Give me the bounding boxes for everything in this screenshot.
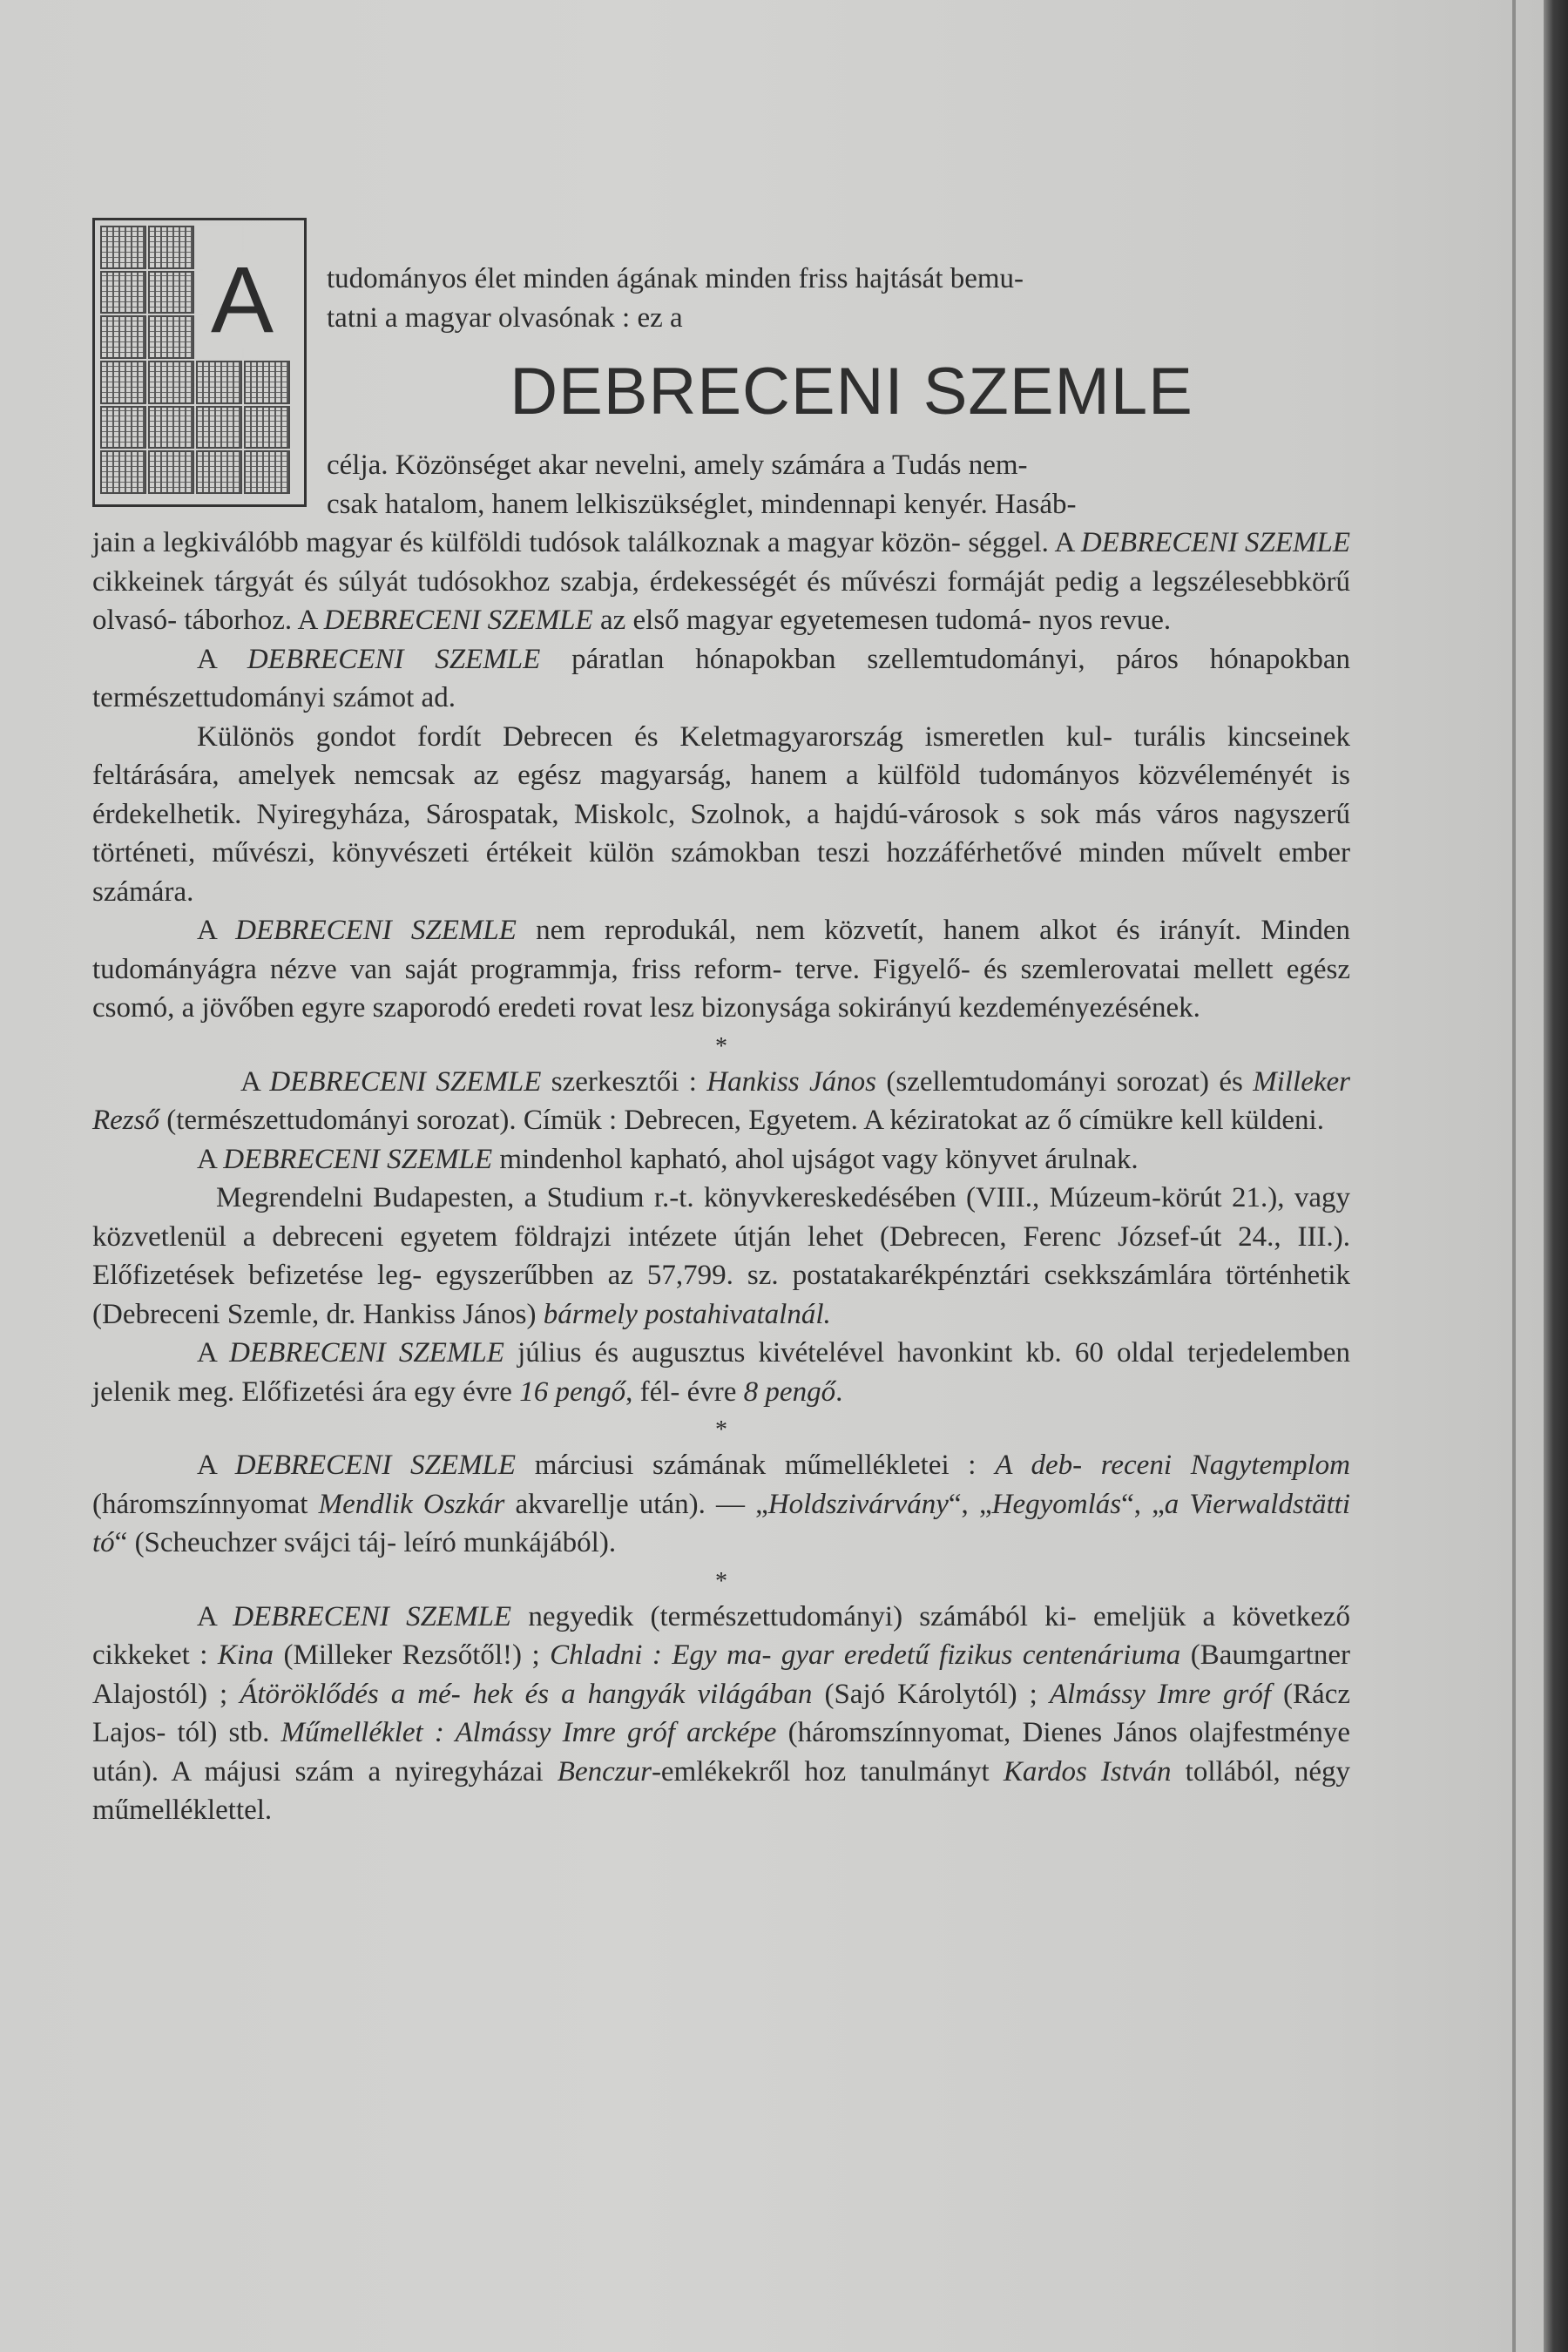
text: július és augusztus kivételével havonkint kb. 60 oldal terjedelemben jelenik meg. Előfizetési ára egy évre xyxy=(92,1337,1350,1408)
text: A xyxy=(197,643,247,675)
paragraph-10 xyxy=(92,1598,1350,1830)
text: (háromszínnyomat, Dienes János olajfestménye után). A májusi szám a nyiregyházai xyxy=(92,1717,1350,1788)
price: 8 pengő xyxy=(743,1375,836,1408)
artist-name: Mendlik Oszkár xyxy=(318,1488,505,1520)
text: . xyxy=(835,1375,843,1408)
journal-title: DEBRECENI SZEMLE xyxy=(323,605,593,636)
text: szerkesztői : xyxy=(541,1065,707,1098)
text: akvarellje után). — „ xyxy=(504,1488,768,1520)
intro-line-1: tudományos élet minden ágának minden friss hajtását bemu- xyxy=(327,263,1024,294)
ornament-tile xyxy=(196,406,242,449)
paragraph-8 xyxy=(92,1334,1350,1411)
ornament-tile xyxy=(148,361,194,404)
intro-line-2: tatni a magyar olvasónak : ez a xyxy=(327,302,683,334)
paragraph-6 xyxy=(92,1140,1350,1179)
journal-title: DEBRECENI SZEMLE xyxy=(235,915,517,946)
text: tollából, négy műmelléklettel. xyxy=(92,1755,1351,1826)
artwork-title: A deb- receni Nagytemplom xyxy=(995,1450,1350,1481)
ornament-tile xyxy=(244,361,290,404)
journal-title: DEBRECENI SZEMLE xyxy=(247,643,541,675)
masthead-title: DEBRECENI SZEMLE xyxy=(510,355,1193,429)
article-title: Kina xyxy=(217,1639,274,1671)
text: A xyxy=(240,1065,270,1098)
body-text xyxy=(92,524,1350,1830)
text: (Rácz Lajos- tól) stb. xyxy=(92,1678,1350,1748)
ornament-tile xyxy=(148,271,194,314)
paragraph-7 xyxy=(92,1179,1350,1334)
text: Megrendelni Budapesten, a Studium r.-t. könyvkereskedésében (VIII., Múzeum-körút 21.), vagy közvetlenül a debreceni egyetem földrajzi intézete útján lehet (Debrecen, Ferenc József-út 24., III.). Előfizetések befizetése leg- egyszerűbben az 57,799. sz. postatakarékpénztári csekkszámlára történhetik (Debreceni Szemle, dr. Hankiss János) xyxy=(92,1182,1350,1330)
text: A xyxy=(197,1450,235,1481)
text: (szellemtudományi sorozat) és xyxy=(876,1065,1254,1098)
paragraph-5 xyxy=(92,1063,1350,1140)
text: cikkeinek tárgyát és súlyát tudósokhoz szabja, érdekességét és művészi formáját pedig a legszélesebbkörű olvasó- táborhoz. A xyxy=(92,565,1350,636)
author-name: Kardos István xyxy=(1003,1755,1172,1788)
text: “, „ xyxy=(948,1488,992,1520)
text: páratlan hónapokban szellemtudományi, páros hónapokban természettudományi számot ad. xyxy=(92,643,1350,713)
gutter-line xyxy=(1512,0,1516,2352)
ornament-tile xyxy=(100,450,146,494)
book-gutter xyxy=(1544,0,1568,2352)
after-masthead-lines xyxy=(327,446,1350,524)
article-title: Almássy Imre gróf xyxy=(1049,1678,1272,1710)
paragraph-4 xyxy=(92,911,1350,1028)
ornament-tile xyxy=(196,450,242,494)
ornament-tile xyxy=(148,406,194,449)
artwork-title: a Vierwaldstätti tó xyxy=(92,1488,1350,1558)
editor-name: Hankiss János xyxy=(706,1065,876,1098)
text: jain a legkiválóbb magyar és külföldi tudósok találkoznak a magyar közön- séggel. A xyxy=(92,527,1081,558)
text: az első magyar egyetemesen tudomá- nyos revue. xyxy=(592,605,1172,636)
text: (Baumgartner Alajostól) ; xyxy=(92,1639,1350,1710)
emphasis: bármely postahivatalnál. xyxy=(543,1298,831,1330)
text: , fél- évre xyxy=(625,1375,744,1408)
ornament-tile xyxy=(100,361,146,404)
ornament-tile xyxy=(100,315,146,359)
journal-title: DEBRECENI SZEMLE xyxy=(233,1600,512,1632)
text: A xyxy=(197,1337,230,1369)
section-separator-star: * xyxy=(715,1567,727,1595)
text: mindenhol kapható, ahol ujságot vagy könyvet árulnak. xyxy=(492,1143,1139,1175)
ornament-tile xyxy=(100,271,146,314)
ornament-tile xyxy=(100,226,146,269)
text: nem reprodukál, nem közvetít, hanem alkot és irányít. Minden tudományágra nézve van saját programmja, friss reform- terve. Figyelő- és szemlerovatai mellett egész csomó, a jövőben egyre szaporodó eredeti rovat lesz bizonysága sokirányú kezdeményezésének. xyxy=(92,915,1350,1024)
after-line-2: csak hatalom, hanem lelkiszükséglet, mindennapi kenyér. Hasáb- xyxy=(327,488,1077,520)
text: (háromszínnyomat xyxy=(92,1488,319,1520)
paragraph-2 xyxy=(92,640,1350,718)
journal-title: DEBRECENI SZEMLE xyxy=(269,1065,542,1098)
text: (Sajó Károlytól) ; xyxy=(812,1678,1050,1710)
article-title: Átöröklődés a mé- hek és a hangyák világában xyxy=(240,1678,813,1710)
intro-lines xyxy=(327,260,1350,338)
ornament-tile xyxy=(148,450,194,494)
ornament-tile xyxy=(148,315,194,359)
text: -emlékekről hoz tanulmányt xyxy=(651,1755,1004,1788)
journal-title: DEBRECENI SZEMLE xyxy=(1080,527,1350,558)
article-title: Műmelléklet : Almássy Imre gróf arcképe xyxy=(280,1717,777,1748)
text: (természettudományi sorozat). Címük : Debrecen, Egyetem. A kéziratokat az ő címükre kell küldeni. xyxy=(159,1105,1324,1136)
ornament-tile xyxy=(244,450,290,494)
ornamental-initial xyxy=(92,218,307,507)
editor-name: Milleker Rezső xyxy=(92,1065,1350,1136)
text: A xyxy=(197,915,236,946)
after-line-1: célja. Közönséget akar nevelni, amely számára a Tudás nem- xyxy=(327,449,1028,481)
text: A xyxy=(197,1143,224,1175)
ornament-tile xyxy=(100,406,146,449)
text: A xyxy=(197,1600,233,1632)
article-title: Chladni : Egy ma- gyar eredetű fizikus centenáriuma xyxy=(550,1639,1181,1671)
artwork-title: Hegyomlás xyxy=(991,1488,1122,1520)
initial-letter: A xyxy=(203,252,281,348)
text: márciusi számának műmellékletei : xyxy=(516,1450,996,1481)
text: negyedik (természettudományi) számából ki- emeljük a következő cikkeket : xyxy=(92,1600,1350,1671)
paragraph-9 xyxy=(92,1446,1350,1563)
text: “ (Scheuchzer svájci táj- leíró munkájából). xyxy=(114,1527,617,1558)
journal-title: DEBRECENI SZEMLE xyxy=(234,1450,517,1481)
journal-title: DEBRECENI SZEMLE xyxy=(223,1143,493,1175)
price: 16 pengő xyxy=(519,1375,626,1408)
section-separator-star: * xyxy=(715,1416,727,1443)
journal-title: DEBRECENI SZEMLE xyxy=(229,1337,504,1369)
text: (Milleker Rezsőtől!) ; xyxy=(274,1639,551,1671)
ornament-tile xyxy=(244,406,290,449)
ornament-tile xyxy=(196,361,242,404)
text: “, „ xyxy=(1121,1488,1165,1520)
section-separator-star: * xyxy=(715,1032,727,1060)
emphasis: Benczur xyxy=(557,1755,652,1788)
artwork-title: Holdszivárvány xyxy=(767,1488,949,1520)
paragraph-1 xyxy=(92,524,1350,640)
paragraph-3: Különös gondot fordít Debrecen és Keletmagyarország ismeretlen kul- turális kincseinek feltárására, amelyek nemcsak az egész magyarság, hanem a külföld tudományos közvéleményét is érdekelhetik. Nyiregyháza, Sárospatak, Miskolc, Szolnok, a hajdú-városok s sok más város nagyszerű történeti, művészi, könyvészeti értékeit külön számokban teszi hozzáférhetővé minden művelt ember számára. xyxy=(92,720,1350,908)
ornament-tile xyxy=(148,226,194,269)
